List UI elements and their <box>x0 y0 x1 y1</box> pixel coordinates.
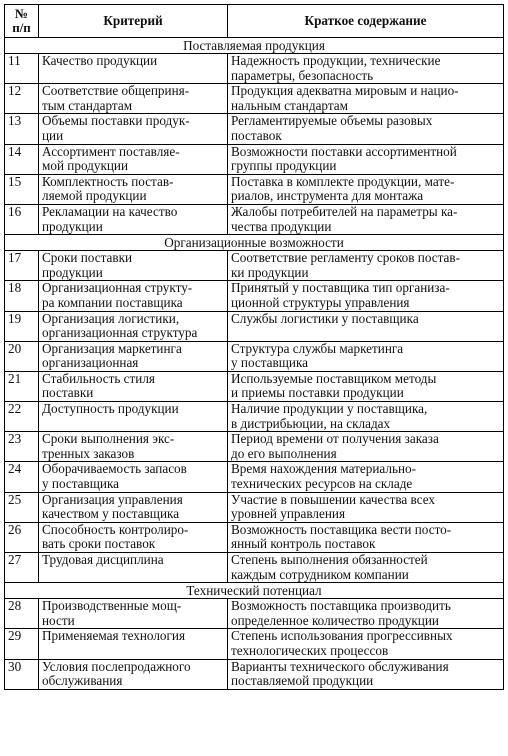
criterion-line: Производственные мощ- <box>42 598 182 614</box>
row-number: 30 <box>5 659 39 689</box>
criterion-cell <box>39 462 228 492</box>
row-number: 29 <box>5 629 39 659</box>
criterion-line: Организация управления <box>42 492 183 507</box>
criterion-cell <box>39 432 228 462</box>
table-row <box>5 432 504 462</box>
table-header-row <box>5 5 504 38</box>
row-number: 18 <box>5 281 39 311</box>
summary-line: до его выполнения <box>231 445 337 461</box>
criterion-cell <box>39 144 228 174</box>
summary-line: Используемые поставщиком методы <box>231 371 437 386</box>
summary-line: технологических процессов <box>231 642 389 658</box>
summary-line: поставок <box>231 127 282 143</box>
criterion-line: организационная структура <box>42 325 198 341</box>
criterion-cell <box>39 281 228 311</box>
table-row <box>5 311 504 341</box>
summary-cell <box>228 432 504 462</box>
criterion-line: Стабильность стиля <box>42 371 155 386</box>
criteria-table <box>4 4 504 690</box>
summary-cell <box>228 54 504 84</box>
table-row <box>5 492 504 522</box>
summary-line: и приемы поставки продукции <box>231 385 404 401</box>
criterion-cell <box>39 553 228 583</box>
section-row <box>5 38 504 54</box>
row-number: 11 <box>5 54 39 84</box>
header-number-line2: п/п <box>12 20 31 35</box>
criterion-line: ции <box>42 127 64 143</box>
row-number: 19 <box>5 311 39 341</box>
criterion-line: ности <box>42 612 75 628</box>
criterion-line: Организация логистики, <box>42 311 180 326</box>
row-number: 14 <box>5 144 39 174</box>
summary-line: Жалобы потребителей на параметры ка- <box>231 204 458 219</box>
table-row <box>5 371 504 401</box>
summary-cell <box>228 659 504 689</box>
section-title: Поставляемая продукция <box>5 38 504 54</box>
summary-line: поставляемой продукции <box>231 673 374 689</box>
criterion-line: ра компании поставщика <box>42 294 183 310</box>
section-title: Технический потенциал <box>5 583 504 599</box>
summary-cell <box>228 144 504 174</box>
criterion-line: у поставщика <box>42 476 120 492</box>
summary-line: Структура службы маркетинга <box>231 341 404 356</box>
table-row <box>5 402 504 432</box>
summary-line: Службы логистики у поставщика <box>231 311 419 326</box>
table-row <box>5 462 504 492</box>
criterion-cell <box>39 341 228 371</box>
summary-cell <box>228 371 504 401</box>
summary-line: Поставка в комплекте продукции, мате- <box>231 174 455 189</box>
criterion-line: качеством у поставщика <box>42 506 180 522</box>
summary-line: Надежность продукции, технические <box>231 53 441 68</box>
row-number: 22 <box>5 402 39 432</box>
criterion-line: вать сроки поставок <box>42 536 156 552</box>
criterion-line: ляемой продукции <box>42 188 147 204</box>
summary-cell <box>228 281 504 311</box>
criterion-cell <box>39 204 228 234</box>
header-summary: Краткое содержание <box>228 5 504 38</box>
criterion-line: Сроки поставки <box>42 250 133 266</box>
table-row <box>5 174 504 204</box>
summary-line: Участие в повышении качества всех <box>231 492 435 507</box>
summary-cell <box>228 402 504 432</box>
row-number: 15 <box>5 174 39 204</box>
row-number: 26 <box>5 522 39 552</box>
criterion-cell <box>39 522 228 552</box>
table-row <box>5 114 504 144</box>
criterion-cell <box>39 311 228 341</box>
criterion-line: Сроки выполнения экс- <box>42 431 175 447</box>
summary-line: Степень использования прогрессивных <box>231 628 453 644</box>
table-row <box>5 144 504 174</box>
summary-cell <box>228 599 504 629</box>
summary-line: Соответствие регламенту сроков постав- <box>231 250 461 266</box>
summary-cell <box>228 204 504 234</box>
row-number: 28 <box>5 599 39 629</box>
summary-line: технических ресурсов на складе <box>231 476 413 492</box>
summary-line: параметры, безопасность <box>231 67 374 83</box>
criterion-cell <box>39 251 228 281</box>
row-number: 16 <box>5 204 39 234</box>
criterion-line: Доступность продукции <box>42 401 179 417</box>
table-row <box>5 281 504 311</box>
table-row <box>5 659 504 689</box>
criterion-line: Организация маркетинга <box>42 341 182 356</box>
summary-line: Время нахождения материально- <box>231 461 417 477</box>
section-row <box>5 235 504 251</box>
summary-cell <box>228 84 504 114</box>
table-row <box>5 204 504 234</box>
row-number: 20 <box>5 341 39 371</box>
row-number: 24 <box>5 462 39 492</box>
summary-line: ки продукции <box>231 264 309 280</box>
criterion-line: обслуживания <box>42 673 123 689</box>
criterion-line: продукции <box>42 218 103 234</box>
summary-line: Продукция адекватна мировым и нацио- <box>231 83 459 99</box>
summary-line: Возможность поставщика вести посто- <box>231 522 452 537</box>
summary-line: Варианты технического обслуживания <box>231 659 449 674</box>
row-number: 21 <box>5 371 39 401</box>
criterion-cell <box>39 599 228 629</box>
header-number <box>5 5 39 38</box>
criterion-line: Рекламации на качество <box>42 204 178 219</box>
summary-line: в дистрибьюции, на складах <box>231 415 391 431</box>
table-row <box>5 54 504 84</box>
criterion-cell <box>39 492 228 522</box>
summary-cell <box>228 114 504 144</box>
criterion-cell <box>39 371 228 401</box>
criterion-line: Применяемая технология <box>42 628 186 644</box>
table-row <box>5 251 504 281</box>
criterion-cell <box>39 174 228 204</box>
row-number: 13 <box>5 114 39 144</box>
summary-line: янный контроль поставок <box>231 536 376 552</box>
summary-line: риалов, инструмента для монтажа <box>231 188 424 204</box>
summary-line: Принятый у поставщика тип организа- <box>231 280 450 296</box>
row-number: 23 <box>5 432 39 462</box>
criterion-cell <box>39 402 228 432</box>
summary-line: ционной структуры управления <box>231 294 410 310</box>
criterion-line: Организационная структу- <box>42 280 193 296</box>
summary-line: нальным стандартам <box>231 97 348 113</box>
table-row <box>5 522 504 552</box>
summary-cell <box>228 553 504 583</box>
criterion-line: Объемы поставки продук- <box>42 113 190 129</box>
criterion-line: Соответствие общеприня- <box>42 83 190 99</box>
criterion-line: мой продукции <box>42 158 129 174</box>
row-number: 25 <box>5 492 39 522</box>
criterion-line: Ассортимент поставляе- <box>42 144 180 159</box>
summary-cell <box>228 341 504 371</box>
summary-cell <box>228 629 504 659</box>
header-criterion: Критерий <box>39 5 228 38</box>
summary-line: Возможности поставки ассортиментной <box>231 144 457 159</box>
criterion-line: организационная <box>42 355 139 371</box>
summary-line: чества продукции <box>231 218 332 234</box>
summary-cell <box>228 174 504 204</box>
criterion-line: тренных заказов <box>42 445 135 461</box>
row-number: 12 <box>5 84 39 114</box>
summary-line: Регламентируемые объемы разовых <box>231 113 433 129</box>
summary-line: группы продукции <box>231 158 337 174</box>
summary-cell <box>228 492 504 522</box>
criterion-line: продукции <box>42 264 103 280</box>
criterion-cell <box>39 659 228 689</box>
criterion-line: Комплектность постав- <box>42 174 174 189</box>
row-number: 17 <box>5 251 39 281</box>
summary-line: каждым сотрудником компании <box>231 566 409 582</box>
summary-cell <box>228 251 504 281</box>
table-row <box>5 629 504 659</box>
row-number: 27 <box>5 553 39 583</box>
table-row <box>5 341 504 371</box>
summary-line: уровней управления <box>231 506 346 522</box>
summary-cell <box>228 522 504 552</box>
summary-line: Степень выполнения обязанностей <box>231 552 428 567</box>
table-row <box>5 84 504 114</box>
table-body <box>5 38 504 690</box>
criterion-line: Условия послепродажного <box>42 659 191 674</box>
summary-line: Возможность поставщика производить <box>231 598 451 614</box>
criterion-line: Оборачиваемость запасов <box>42 461 187 477</box>
criterion-cell <box>39 84 228 114</box>
table-row <box>5 553 504 583</box>
header-number-line1: № <box>14 6 29 21</box>
summary-cell <box>228 311 504 341</box>
summary-cell <box>228 462 504 492</box>
criterion-line: Качество продукции <box>42 53 158 68</box>
criterion-line: Способность контролиро- <box>42 522 189 537</box>
section-title: Организационные возможности <box>5 235 504 251</box>
summary-line: определенное количество продукции <box>231 612 439 628</box>
criterion-line: Трудовая дисциплина <box>42 552 164 567</box>
criterion-cell <box>39 629 228 659</box>
summary-line: Период времени от получения заказа <box>231 431 439 447</box>
table-row <box>5 599 504 629</box>
criterion-cell <box>39 54 228 84</box>
criterion-line: тым стандартам <box>42 97 133 113</box>
summary-line: Наличие продукции у поставщика, <box>231 401 428 417</box>
summary-line: у поставщика <box>231 355 309 371</box>
section-row <box>5 583 504 599</box>
criterion-cell <box>39 114 228 144</box>
criterion-line: поставки <box>42 385 94 401</box>
